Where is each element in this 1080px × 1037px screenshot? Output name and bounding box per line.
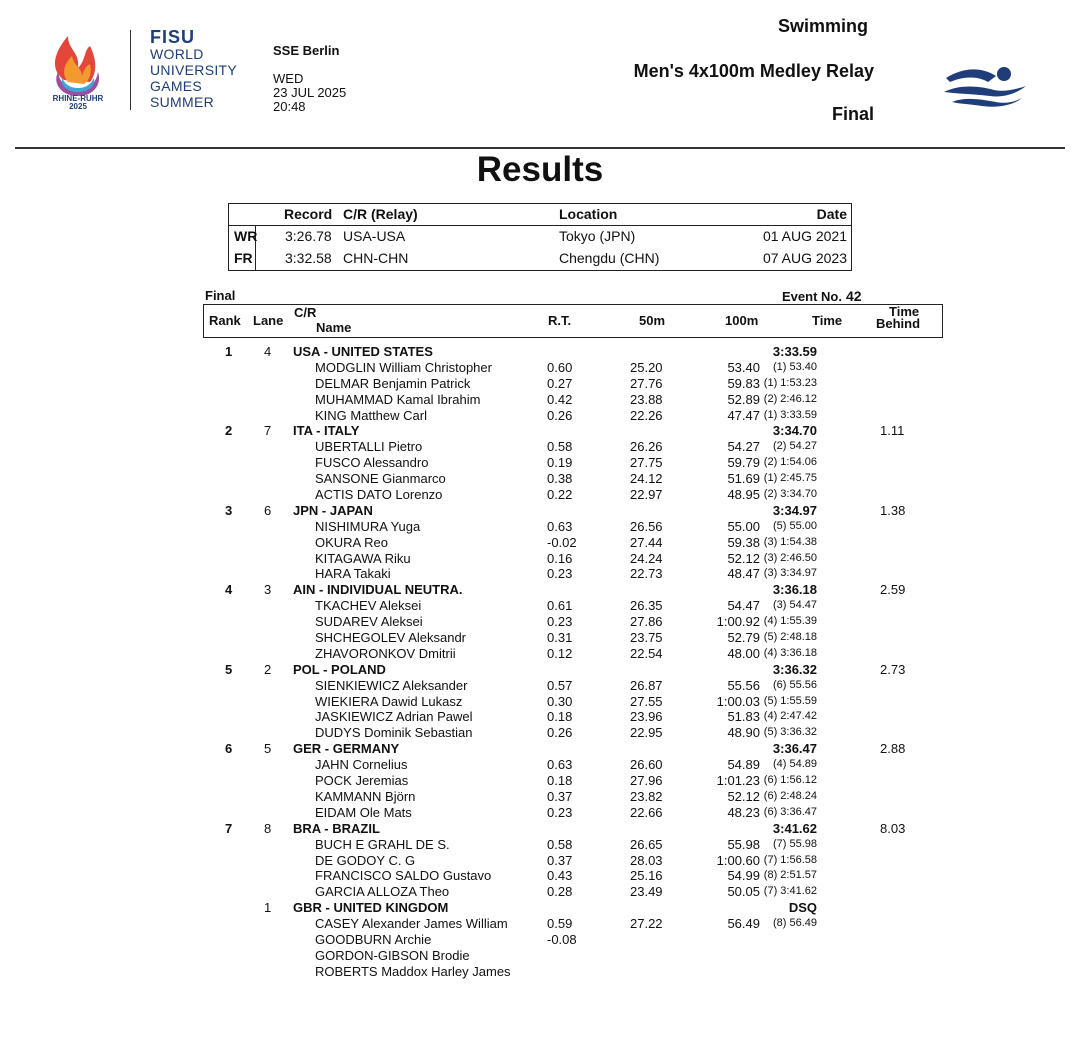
fisu-line: SUMMER (150, 94, 215, 110)
swimmer-100m: 51.69 (727, 471, 760, 487)
col-time-behind (876, 306, 920, 330)
swimmer-cumulative-split: (2) 2:46.12 (763, 392, 817, 405)
swimmer-50m: 26.35 (630, 598, 663, 614)
team-time: 3:33.59 (772, 344, 817, 359)
swimmer-reaction-time: 0.61 (547, 598, 573, 614)
swimmer-name: HARA Takaki (315, 566, 391, 582)
records-header-cr: C/R (Relay) (343, 206, 418, 222)
team-time-behind: 1.11 (880, 423, 905, 439)
swimmer-50m: 23.88 (630, 391, 663, 407)
swimmer-50m: 22.95 (630, 725, 663, 741)
swimmer-50m: 27.86 (630, 614, 663, 630)
swimmer-100m: 52.12 (727, 788, 760, 804)
swimmer-cumulative-split: (6) 2:48.24 (763, 789, 817, 802)
swimmer-reaction-time: 0.18 (547, 709, 573, 725)
team-rank: 6 (225, 741, 233, 757)
records-header-date: Date (816, 206, 847, 222)
swimmer-100m: 47.47 (727, 407, 760, 423)
swimmer-cumulative-split: (7) 1:56.58 (763, 853, 817, 866)
swimmer-100m: 59.79 (727, 455, 760, 471)
swimmer-100m: 1:00.03 (716, 693, 760, 709)
swimmer-100m: 52.89 (727, 391, 760, 407)
team-time-behind: 2.73 (880, 661, 906, 677)
swimmer-row (0, 614, 1080, 630)
team-lane: 6 (264, 502, 272, 518)
page-title: Results (476, 150, 604, 189)
swimmer-name: JAHN Cornelius (315, 757, 408, 773)
swimmer-row (0, 646, 1080, 662)
swimmer-row (0, 598, 1080, 614)
results-column-header (203, 304, 943, 338)
swimmer-name: SANSONE Gianmarco (315, 471, 446, 487)
team-name: USA - UNITED STATES (293, 344, 433, 359)
record-location: Tokyo (JPN) (559, 228, 636, 244)
team-name: JPN - JAPAN (293, 502, 373, 518)
col-time-behind-line2: Behind (876, 316, 921, 331)
records-table (228, 203, 852, 271)
team-row (0, 582, 1080, 598)
record-cr: CHN-CHN (343, 250, 409, 266)
swimmer-50m: 22.26 (630, 407, 663, 423)
swimmer-100m: 59.83 (727, 375, 760, 391)
swimmer-row (0, 837, 1080, 853)
swimmer-reaction-time: 0.26 (547, 725, 573, 741)
swimmer-50m: 23.75 (630, 630, 663, 646)
record-cr: USA-USA (343, 228, 406, 244)
swimmer-name: MODGLIN William Christopher (315, 359, 492, 375)
time: 20:48 (273, 99, 306, 114)
swimmer-cumulative-split: (1) 53.40 (772, 360, 817, 373)
swimmer-name: KITAGAWA Riku (315, 550, 411, 566)
swimmer-reaction-time: 0.27 (547, 375, 573, 391)
team-time: 3:36.32 (772, 661, 817, 677)
swimmer-100m: 56.49 (727, 916, 760, 932)
swimmer-cumulative-split: (2) 3:34.70 (763, 488, 817, 501)
swimmer-name: ROBERTS Maddox Harley James (315, 963, 511, 979)
col-rt: R.T. (548, 313, 572, 328)
record-row (229, 226, 851, 247)
record-type: FR (234, 250, 253, 266)
swimmer-row (0, 725, 1080, 741)
team-name: GBR - UNITED KINGDOM (293, 900, 449, 916)
swimmer-reaction-time: 0.60 (547, 359, 573, 375)
swimmer-100m: 54.27 (727, 439, 760, 455)
col-100m: 100m (725, 313, 759, 328)
swimmer-row (0, 455, 1080, 471)
swimmer-cumulative-split: (6) 3:36.47 (763, 805, 817, 818)
fisu-line: UNIVERSITY (150, 62, 238, 78)
swimmer-50m: 23.49 (630, 884, 663, 900)
swimmer-row (0, 789, 1080, 805)
swimmer-100m: 52.79 (727, 630, 760, 646)
swimmer-row (0, 932, 1080, 948)
swimmer-reaction-time: 0.18 (547, 773, 573, 789)
event-number-value: 42 (845, 288, 862, 304)
swimmer-reaction-time: 0.58 (547, 836, 573, 852)
col-time-behind-line1: Time (889, 304, 920, 319)
swimmer-cumulative-split: (2) 54.27 (772, 440, 817, 453)
swimmer-cumulative-split: (7) 55.98 (772, 837, 817, 850)
swimmer-cumulative-split: (5) 3:36.32 (763, 726, 817, 739)
team-time: 3:41.62 (772, 820, 817, 836)
record-time: 3:26.78 (285, 228, 332, 244)
swimmer-name: DELMAR Benjamin Patrick (315, 375, 471, 391)
date: 23 JUL 2025 (273, 85, 347, 100)
team-row (0, 900, 1080, 916)
team-time: 3:36.47 (772, 741, 817, 757)
swimmer-100m: 48.95 (727, 487, 760, 503)
swimmer-cumulative-split: (4) 3:36.18 (763, 646, 817, 659)
swimmer-row (0, 709, 1080, 725)
swimmer-cumulative-split: (4) 2:47.42 (763, 710, 817, 723)
swimmer-reaction-time: -0.08 (547, 931, 577, 947)
sport-title: Swimming (777, 16, 868, 36)
swimmer-reaction-time: 0.19 (547, 455, 573, 471)
record-time: 3:32.58 (285, 250, 332, 266)
swimmer-50m: 26.60 (630, 757, 663, 773)
swimmer-cumulative-split: (1) 3:33.59 (763, 408, 817, 421)
swimmer-50m: 22.97 (630, 487, 663, 503)
swimmer-row (0, 884, 1080, 900)
swimmer-row (0, 376, 1080, 392)
team-row (0, 423, 1080, 439)
swimmer-50m: 27.75 (630, 455, 663, 471)
team-time-behind: 2.88 (880, 741, 906, 757)
team-name: ITA - ITALY (293, 423, 360, 439)
swimmer-100m: 51.83 (727, 709, 760, 725)
record-type: WR (234, 228, 258, 244)
swimmer-name: POCK Jeremias (315, 773, 409, 789)
swimmer-cumulative-split: (1) 1:53.23 (763, 376, 817, 389)
swimmer-100m: 54.99 (727, 868, 760, 884)
swimmer-row (0, 773, 1080, 789)
fisu-line: GAMES (150, 78, 203, 94)
results-list (0, 344, 1080, 980)
col-cr: C/R (294, 305, 317, 320)
team-rank: 3 (225, 502, 233, 518)
swimmer-row (0, 948, 1080, 964)
swimmer-50m: 24.12 (630, 471, 663, 487)
swimmer-cumulative-split: (3) 3:34.97 (763, 567, 817, 580)
swimmer-100m: 53.40 (727, 359, 760, 375)
swimmer-name: OKURA Reo (315, 534, 388, 550)
swimmer-reaction-time: 0.23 (547, 566, 573, 582)
swimmer-50m: 24.24 (630, 550, 663, 566)
swimmer-name: GOODBURN Archie (315, 931, 432, 947)
swimmer-reaction-time: 0.37 (547, 788, 573, 804)
swimmer-name: DE GODOY C. G (315, 852, 416, 868)
swimmer-100m: 55.56 (727, 677, 760, 693)
swimmer-name: GARCIA ALLOZA Theo (315, 884, 450, 900)
team-name: POL - POLAND (293, 661, 386, 677)
record-location: Chengdu (CHN) (559, 250, 660, 266)
team-lane: 5 (264, 741, 272, 757)
swimmer-row (0, 868, 1080, 884)
swimmer-name: TKACHEV Aleksei (315, 598, 422, 614)
swimmer-name: DUDYS Dominik Sebastian (315, 725, 473, 741)
svg-text:RHINE-RUHR: RHINE-RUHR (52, 94, 104, 103)
swimmer-reaction-time: 0.63 (547, 518, 573, 534)
swimmer-row (0, 519, 1080, 535)
swimmer-cumulative-split: (2) 1:54.06 (763, 456, 817, 469)
swimmer-reaction-time: 0.63 (547, 757, 573, 773)
swimmer-name: SUDAREV Aleksei (315, 614, 423, 630)
swimmer-100m: 59.38 (727, 534, 760, 550)
team-rank: 2 (225, 423, 233, 439)
swimmer-name: KAMMANN Björn (315, 788, 416, 804)
team-time: 3:34.70 (772, 423, 817, 439)
swimmer-reaction-time: 0.28 (547, 884, 573, 900)
swimmer-row (0, 392, 1080, 408)
swimmer-cumulative-split: (6) 1:56.12 (763, 774, 817, 787)
swimmer-100m: 48.47 (727, 566, 760, 582)
swimmer-row (0, 471, 1080, 487)
team-lane: 4 (264, 344, 272, 359)
swimmer-cumulative-split: (5) 2:48.18 (763, 631, 817, 644)
record-date: 07 AUG 2023 (762, 250, 847, 266)
header-rule (15, 147, 1065, 149)
event-title: Men's 4x100m Medley Relay (633, 61, 874, 81)
col-time: Time (812, 313, 843, 328)
swimmer-name: CASEY Alexander James William (315, 916, 508, 932)
swimmer-name: KING Matthew Carl (315, 407, 427, 423)
swimmer-name: NISHIMURA Yuga (315, 518, 421, 534)
col-50m: 50m (639, 313, 666, 328)
swimmer-50m: 26.65 (630, 836, 663, 852)
rhine-ruhr-logo (38, 28, 118, 110)
records-header (229, 204, 851, 225)
final-label: Final (205, 288, 236, 303)
col-lane: Lane (253, 313, 284, 328)
swimmer-50m: 27.44 (630, 534, 663, 550)
swimmer-100m: 48.00 (727, 645, 760, 661)
swimmer-50m: 23.82 (630, 788, 663, 804)
swimmer-name: WIEKIERA Dawid Lukasz (315, 693, 463, 709)
team-rank: 5 (225, 661, 233, 677)
swimmer-row (0, 757, 1080, 773)
swimmer-cumulative-split: (1) 2:45.75 (763, 472, 817, 485)
swimmer-name: MUHAMMAD Kamal Ibrahim (315, 391, 481, 407)
event-number-label: Event No. (782, 289, 842, 304)
team-name: AIN - INDIVIDUAL NEUTRA. (293, 582, 463, 598)
swimmer-reaction-time: 0.22 (547, 487, 573, 503)
fisu-line: WORLD (150, 46, 204, 62)
swimmer-row (0, 439, 1080, 455)
swimmer-cumulative-split: (5) 55.00 (772, 519, 817, 532)
team-row (0, 821, 1080, 837)
col-rank: Rank (209, 313, 241, 328)
swimmer-row (0, 630, 1080, 646)
swimmer-50m: 27.96 (630, 773, 663, 789)
swimmer-50m: 26.87 (630, 677, 663, 693)
swimmer-row (0, 551, 1080, 567)
day: WED (273, 71, 304, 86)
swimmer-cumulative-split: (3) 54.47 (772, 599, 817, 612)
swimmer-name: GORDON-GIBSON Brodie (315, 947, 470, 963)
swimmer-100m: 1:01.23 (716, 773, 760, 789)
team-lane: 8 (264, 820, 272, 836)
swimmer-cumulative-split: (3) 2:46.50 (763, 551, 817, 564)
swimmer-100m: 48.90 (727, 725, 760, 741)
event-number (782, 288, 862, 304)
swimmer-row (0, 853, 1080, 869)
team-lane: 2 (264, 661, 272, 677)
team-lane: 3 (264, 582, 272, 598)
swimmer-name: UBERTALLI Pietro (315, 439, 423, 455)
swimmer-row (0, 360, 1080, 376)
logo-divider (130, 30, 131, 110)
swimmer-50m: 22.66 (630, 804, 663, 820)
swimmer-reaction-time: 0.59 (547, 916, 573, 932)
swimmer-row (0, 487, 1080, 503)
team-rank: 1 (225, 344, 233, 359)
swimmer-name: EIDAM Ole Mats (315, 804, 412, 820)
swimmer-reaction-time: -0.02 (547, 534, 577, 550)
swimmer-row (0, 408, 1080, 424)
meet-info (273, 44, 346, 114)
team-time: DSQ (788, 900, 817, 916)
swimmer-100m: 54.89 (727, 757, 760, 773)
swimmer-50m: 22.73 (630, 566, 663, 582)
swimmer-reaction-time: 0.31 (547, 630, 573, 646)
swimmer-reaction-time: 0.23 (547, 614, 573, 630)
swimmer-100m: 55.98 (727, 836, 760, 852)
team-lane: 1 (264, 900, 272, 916)
swimmer-row (0, 678, 1080, 694)
swimmer-reaction-time: 0.30 (547, 693, 573, 709)
swimmer-cumulative-split: (4) 54.89 (772, 758, 817, 771)
swimmer-name: ZHAVORONKOV Dmitrii (315, 645, 456, 661)
swimmer-100m: 54.47 (727, 598, 760, 614)
team-time: 3:34.97 (772, 502, 817, 518)
swimmer-reaction-time: 0.57 (547, 677, 573, 693)
team-rank: 7 (225, 820, 233, 836)
swimmer-name: SHCHEGOLEV Aleksandr (315, 630, 467, 646)
swimmer-reaction-time: 0.16 (547, 550, 573, 566)
swimmer-name: FUSCO Alessandro (315, 455, 429, 471)
svg-text:2025: 2025 (69, 102, 87, 110)
team-time: 3:36.18 (772, 582, 817, 598)
swimmer-cumulative-split: (8) 56.49 (772, 917, 817, 930)
swimmer-name: FRANCISCO SALDO Gustavo (315, 868, 492, 884)
swimmer-100m: 55.00 (727, 518, 760, 534)
swimmer-row (0, 535, 1080, 551)
swimmer-50m: 22.54 (630, 645, 663, 661)
swimmer-row (0, 566, 1080, 582)
team-name: BRA - BRAZIL (293, 820, 380, 836)
phase-title: Final (831, 104, 874, 124)
swimmer-100m: 1:00.92 (716, 614, 760, 630)
team-time-behind: 1.38 (880, 502, 906, 518)
swimmer-100m: 1:00.60 (716, 852, 760, 868)
swimming-pictogram-icon (940, 60, 1030, 110)
team-rank: 4 (225, 582, 233, 598)
swimmer-cumulative-split: (5) 1:55.59 (763, 694, 817, 707)
swimmer-reaction-time: 0.42 (547, 391, 573, 407)
swimmer-100m: 50.05 (727, 884, 760, 900)
swimmer-100m: 52.12 (727, 550, 760, 566)
swimmer-row (0, 916, 1080, 932)
swimmer-50m: 27.55 (630, 693, 663, 709)
swimmer-row (0, 964, 1080, 980)
swimmer-reaction-time: 0.38 (547, 471, 573, 487)
swimmer-cumulative-split: (6) 55.56 (772, 678, 817, 691)
swimmer-row (0, 805, 1080, 821)
fisu-wordmark (150, 28, 270, 110)
team-lane: 7 (264, 423, 272, 439)
swimmer-50m: 23.96 (630, 709, 663, 725)
swimmer-50m: 25.20 (630, 359, 663, 375)
records-header-record: Record (284, 206, 333, 222)
team-row (0, 741, 1080, 757)
swimmer-row (0, 694, 1080, 710)
record-row (229, 248, 851, 269)
col-name: Name (316, 320, 352, 335)
swimmer-50m: 27.22 (630, 916, 663, 932)
team-time-behind: 8.03 (880, 820, 906, 836)
swimmer-50m: 25.16 (630, 868, 663, 884)
swimmer-reaction-time: 0.23 (547, 804, 573, 820)
record-date: 01 AUG 2021 (762, 228, 847, 244)
team-row (0, 662, 1080, 678)
swimmer-reaction-time: 0.12 (547, 645, 573, 661)
swimmer-50m: 28.03 (630, 852, 663, 868)
swimmer-50m: 26.56 (630, 518, 663, 534)
records-header-location: Location (559, 206, 618, 222)
fisu-title: FISU (150, 27, 196, 47)
swimmer-reaction-time: 0.26 (547, 407, 573, 423)
swimmer-name: SIENKIEWICZ Aleksander (315, 677, 468, 693)
swimmer-name: ACTIS DATO Lorenzo (315, 487, 443, 503)
team-row (0, 344, 1080, 360)
swimmer-name: BUCH E GRAHL DE S. (315, 836, 450, 852)
team-row (0, 503, 1080, 519)
swimmer-50m: 26.26 (630, 439, 663, 455)
team-name: GER - GERMANY (293, 741, 400, 757)
team-time-behind: 2.59 (880, 582, 906, 598)
venue: SSE Berlin (273, 43, 340, 58)
swimmer-reaction-time: 0.37 (547, 852, 573, 868)
swimmer-cumulative-split: (4) 1:55.39 (763, 615, 817, 628)
swimmer-cumulative-split: (3) 1:54.38 (763, 535, 817, 548)
swimmer-100m: 48.23 (727, 804, 760, 820)
swimmer-reaction-time: 0.58 (547, 439, 573, 455)
swimmer-reaction-time: 0.43 (547, 868, 573, 884)
swimmer-cumulative-split: (8) 2:51.57 (763, 869, 817, 882)
swimmer-cumulative-split: (7) 3:41.62 (763, 885, 817, 898)
swimmer-50m: 27.76 (630, 375, 663, 391)
swimmer-name: JASKIEWICZ Adrian Pawel (315, 709, 473, 725)
